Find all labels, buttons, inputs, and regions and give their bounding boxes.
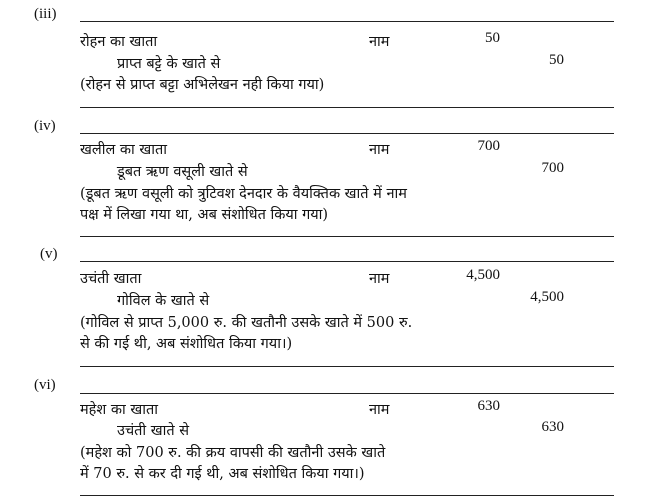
- narration-line: पक्ष में लिखा गया था, अब संशोधित किया गया): [80, 207, 329, 223]
- debit-account: खलील का खाता: [80, 142, 168, 158]
- dr-marker: नाम: [369, 271, 390, 287]
- entry-label: (v): [40, 246, 58, 262]
- entry-bottom-rule: [80, 107, 614, 108]
- entry-label: (iv): [34, 118, 56, 134]
- debit-amount: 700: [477, 138, 500, 154]
- debit-account: उचंती खाता: [80, 271, 142, 287]
- entry-top-rule: [80, 21, 614, 22]
- narration-line: (महेश को 700 रु. की क्रय वापसी की खतौनी उसके खाते: [80, 445, 386, 461]
- narration-line: (रोहन से प्राप्त बट्टा अभिलेखन नही किया गया): [80, 77, 325, 93]
- narration-line: से की गई थी, अब संशोधित किया गया।): [80, 336, 293, 352]
- credit-account: डूबत ऋण वसूली खाते से: [117, 164, 248, 180]
- credit-account: गोविल के खाते से: [117, 293, 210, 309]
- credit-account: प्राप्त बट्टे के खाते से: [117, 56, 221, 72]
- debit-account: महेश का खाता: [80, 402, 158, 418]
- entry-label: (iii): [34, 6, 57, 22]
- dr-marker: नाम: [369, 34, 390, 50]
- entry-top-rule: [80, 393, 614, 394]
- entry-top-rule: [80, 261, 614, 262]
- narration-line: में 70 रु. से कर दी गई थी, अब संशोधित किया गया।): [80, 466, 365, 482]
- debit-amount: 50: [485, 30, 500, 46]
- debit-amount: 4,500: [466, 267, 500, 283]
- dr-marker: नाम: [369, 142, 390, 158]
- narration-line: (गोविल से प्राप्त 5,000 रु. की खतौनी उसके खाते में 500 रु.: [80, 315, 413, 331]
- entry-bottom-rule: [80, 236, 614, 237]
- credit-amount: 50: [549, 52, 564, 68]
- credit-amount: 630: [541, 419, 564, 435]
- credit-account: उचंती खाते से: [117, 423, 190, 439]
- entry-top-rule: [80, 133, 614, 134]
- debit-amount: 630: [477, 398, 500, 414]
- debit-account: रोहन का खाता: [80, 34, 158, 50]
- credit-amount: 700: [541, 160, 564, 176]
- entry-bottom-rule: [80, 495, 614, 496]
- credit-amount: 4,500: [530, 289, 564, 305]
- entry-label: (vi): [34, 377, 56, 393]
- entry-bottom-rule: [80, 366, 614, 367]
- dr-marker: नाम: [369, 402, 390, 418]
- narration-line: (डूबत ऋण वसूली को त्रुटिवश देनदार के वैयक्तिक खाते में नाम: [80, 186, 407, 202]
